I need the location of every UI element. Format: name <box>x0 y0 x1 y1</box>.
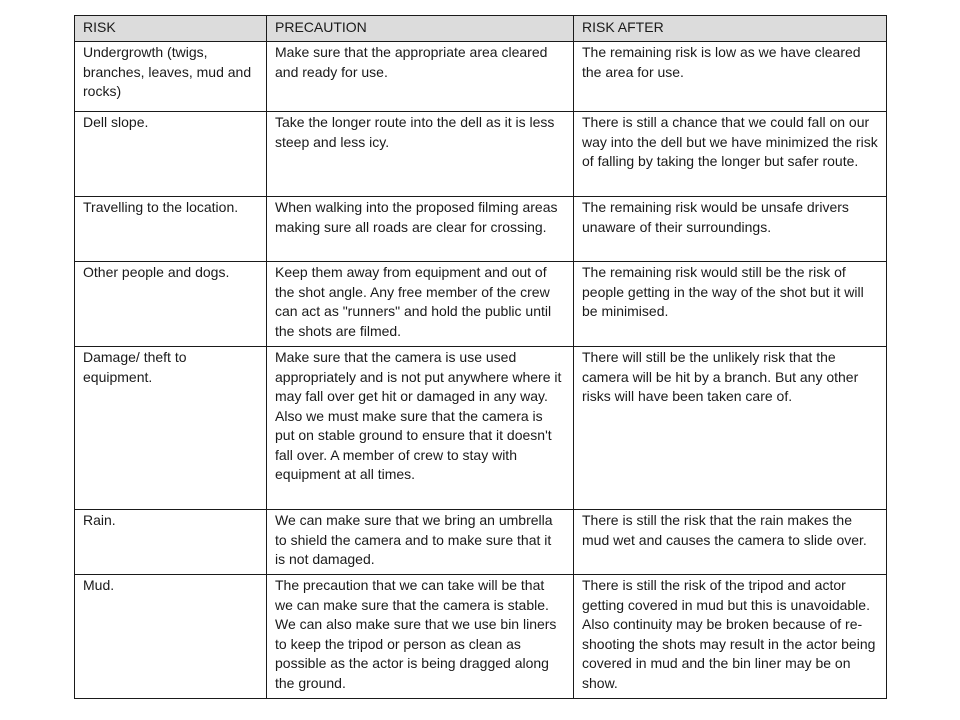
cell-risk-after: There is still a chance that we could fall on our way into the dell but we have minimized the risk of falling by taking the longer but safer route. <box>574 112 887 197</box>
table-row <box>75 42 887 112</box>
header-risk: RISK <box>75 16 267 42</box>
cell-risk: Other people and dogs. <box>75 262 267 347</box>
cell-precaution: Make sure that the camera is use used appropriately and is not put anywhere where it may fall over get hit or damaged in any way. Also we must make sure that the camera is put on stable ground to ensure that it doesn't fall over. A member of crew to stay with equipment at all times. <box>267 347 574 510</box>
table-row <box>75 347 887 510</box>
header-risk-after: RISK AFTER <box>574 16 887 42</box>
cell-risk-after: There is still the risk that the rain makes the mud wet and causes the camera to slide over. <box>574 510 887 575</box>
cell-risk: Dell slope. <box>75 112 267 197</box>
cell-risk: Damage/ theft to equipment. <box>75 347 267 510</box>
cell-risk-after: The remaining risk would still be the risk of people getting in the way of the shot but it will be minimised. <box>574 262 887 347</box>
table-row <box>75 112 887 197</box>
table-row <box>75 510 887 575</box>
cell-precaution: We can make sure that we bring an umbrella to shield the camera and to make sure that it is not damaged. <box>267 510 574 575</box>
cell-risk-after: There will still be the unlikely risk that the camera will be hit by a branch. But any other risks will have been taken care of. <box>574 347 887 510</box>
cell-risk-after: The remaining risk is low as we have cleared the area for use. <box>574 42 887 112</box>
cell-risk: Rain. <box>75 510 267 575</box>
cell-risk: Travelling to the location. <box>75 197 267 262</box>
risk-assessment-table <box>74 15 887 699</box>
cell-risk-after: The remaining risk would be unsafe drivers unaware of their surroundings. <box>574 197 887 262</box>
table-row <box>75 575 887 699</box>
table-row <box>75 262 887 347</box>
table-row <box>75 197 887 262</box>
cell-precaution: Make sure that the appropriate area cleared and ready for use. <box>267 42 574 112</box>
cell-precaution: Take the longer route into the dell as it is less steep and less icy. <box>267 112 574 197</box>
cell-risk: Mud. <box>75 575 267 699</box>
cell-precaution: Keep them away from equipment and out of the shot angle. Any free member of the crew can act as "runners" and hold the public until the shots are filmed. <box>267 262 574 347</box>
cell-precaution: When walking into the proposed filming areas making sure all roads are clear for crossing. <box>267 197 574 262</box>
cell-risk: Undergrowth (twigs, branches, leaves, mud and rocks) <box>75 42 267 112</box>
header-precaution: PRECAUTION <box>267 16 574 42</box>
cell-risk-after: There is still the risk of the tripod and actor getting covered in mud but this is unavoidable. Also continuity may be broken because of re-shooting the shots may result in the actor being covered in mud and the bin liner may be on show. <box>574 575 887 699</box>
cell-precaution: The precaution that we can take will be that we can make sure that the camera is stable. We can also make sure that we use bin liners to keep the tripod or person as clean as possible as the actor is being dragged along the ground. <box>267 575 574 699</box>
table-header-row <box>75 16 887 42</box>
